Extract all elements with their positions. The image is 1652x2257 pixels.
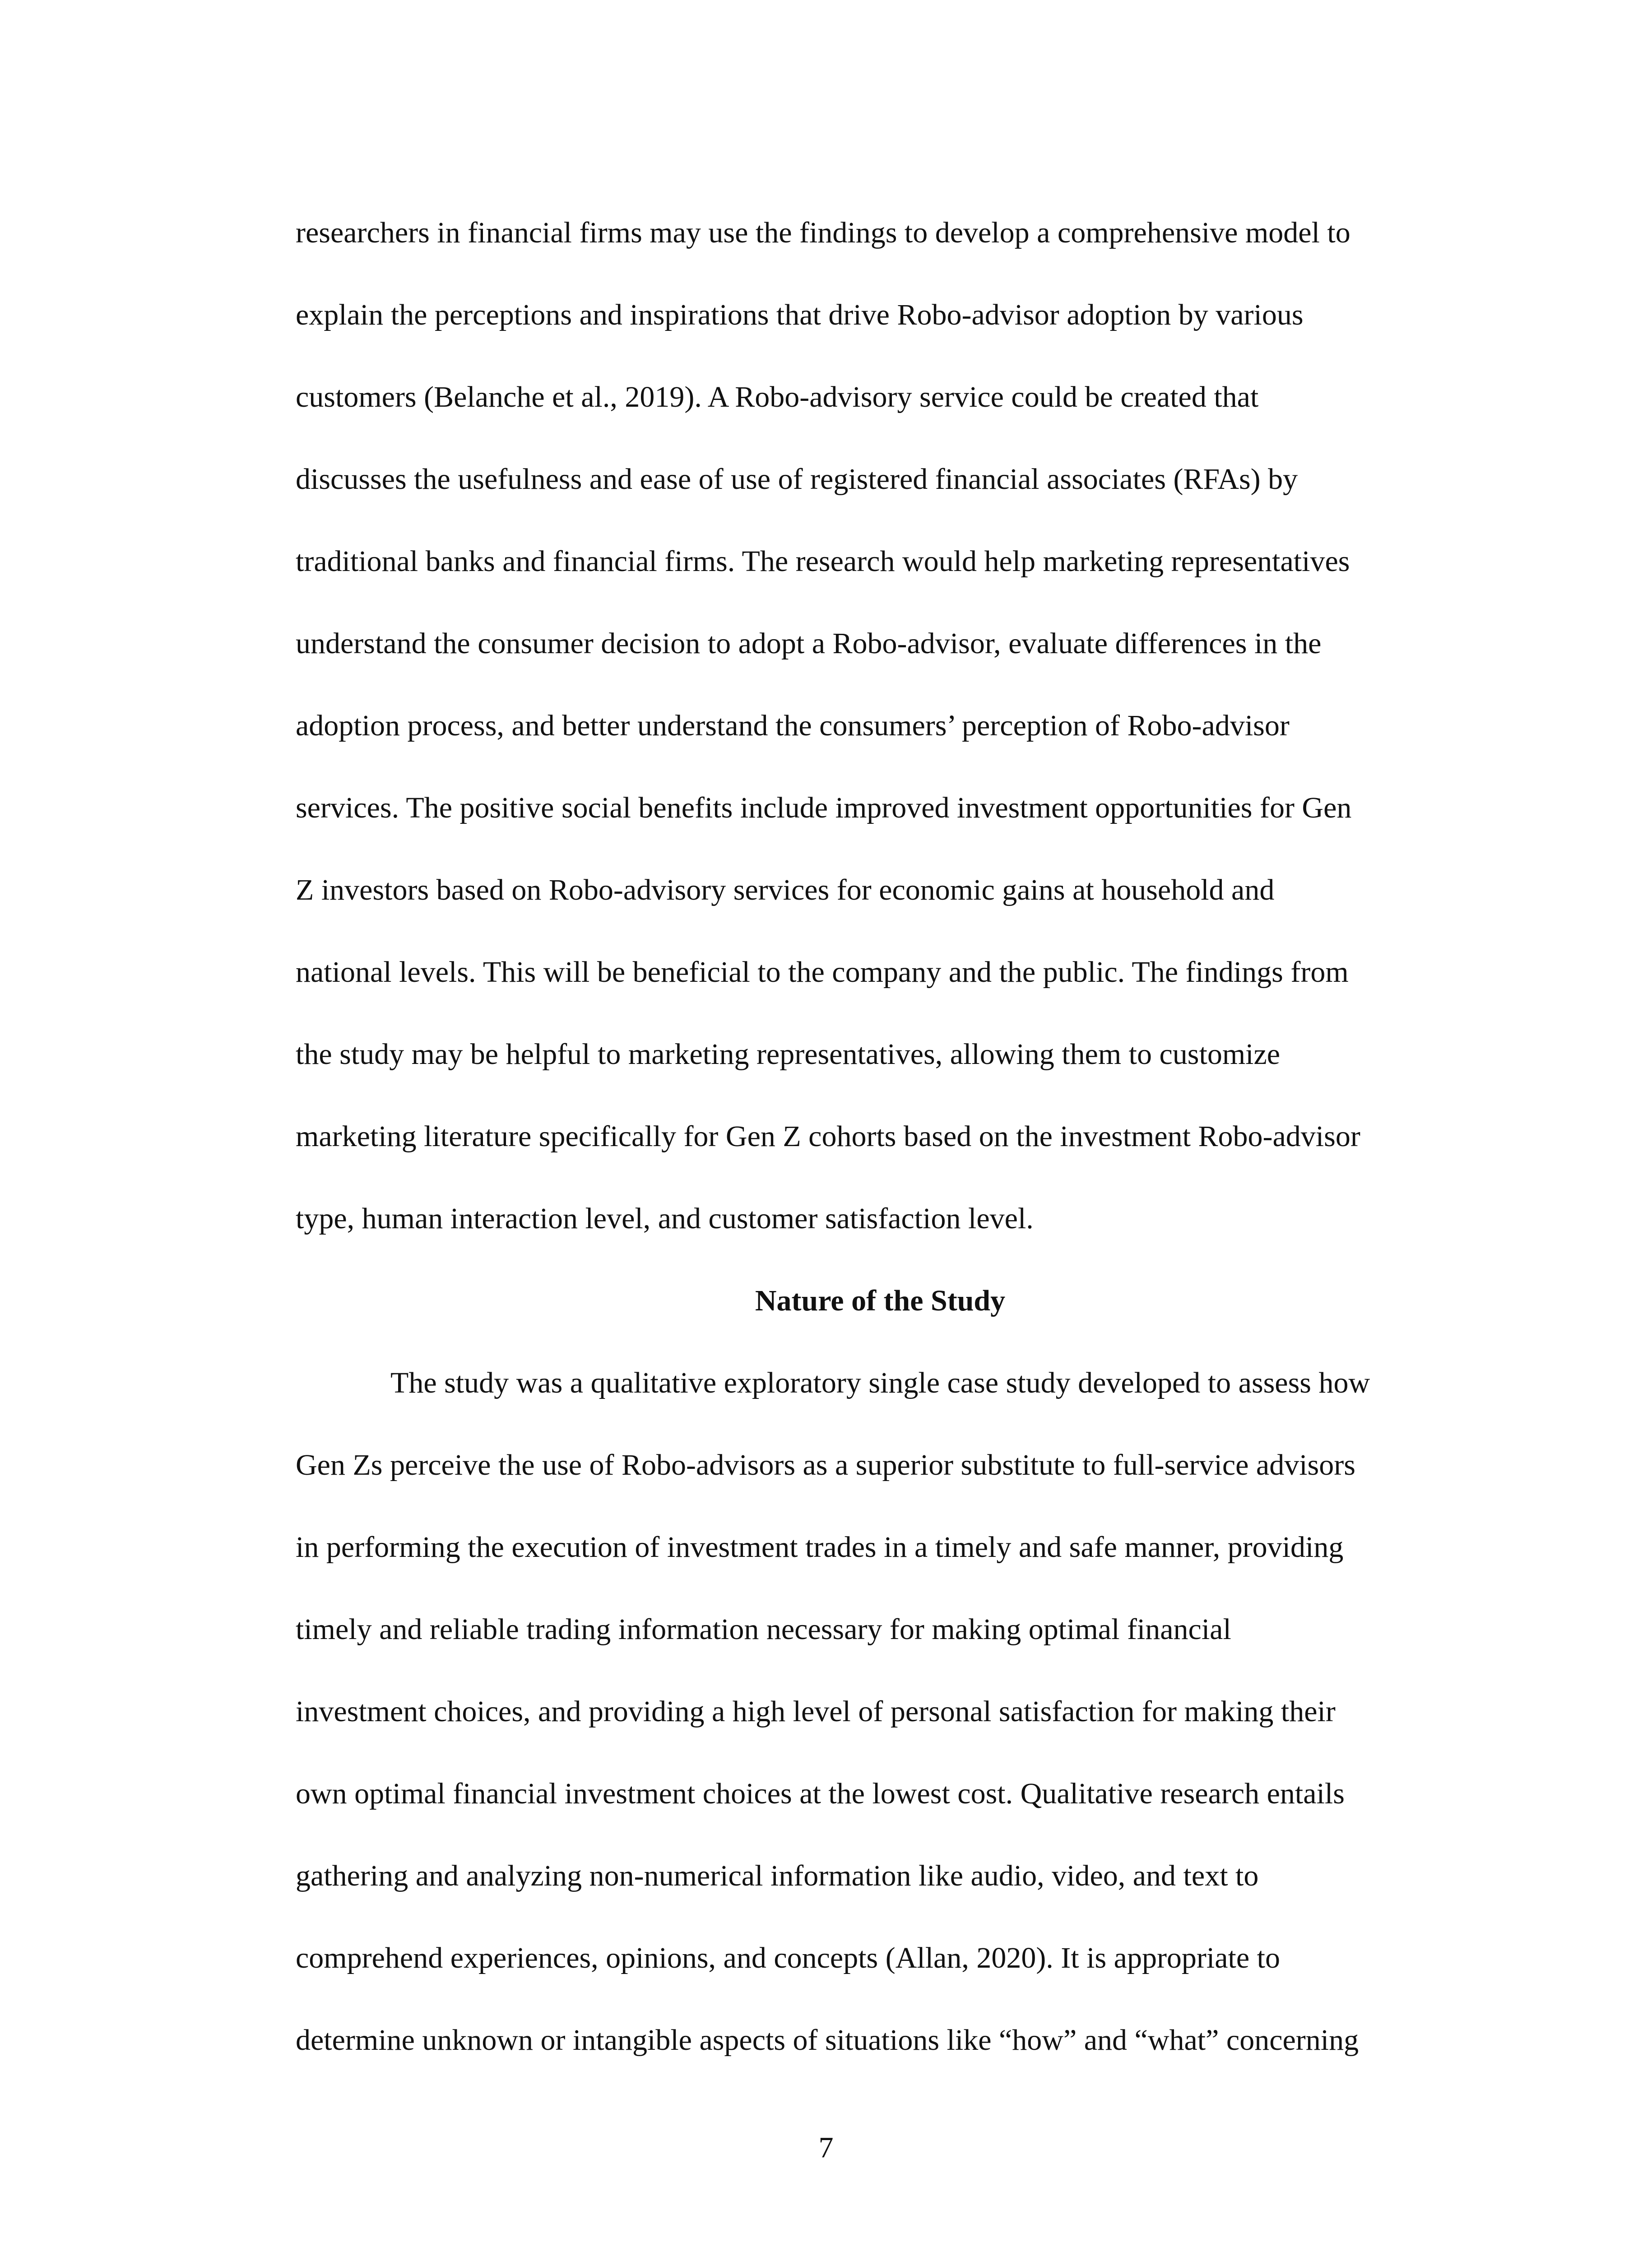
text-line: the study may be helpful to marketing representatives, allowing them to customize [296,1038,1281,1071]
text-line: in performing the execution of investment trades in a timely and safe manner, providing [296,1531,1344,1564]
text-line: national levels. This will be beneficial to the company and the public. The findings from [296,956,1349,989]
text-line: comprehend experiences, opinions, and concepts (Allan, 2020). It is appropriate to [296,1941,1280,1974]
text-line: own optimal financial investment choices at the lowest cost. Qualitative research entails [296,1777,1345,1810]
text-line: adoption process, and better understand the consumers’ perception of Robo-advisor [296,709,1290,742]
text-line: discusses the usefulness and ease of use of registered financial associates (RFAs) by [296,463,1298,496]
text-line: traditional banks and financial firms. The research would help marketing representatives [296,545,1350,578]
text-line: understand the consumer decision to adopt a Robo-advisor, evaluate differences in the [296,627,1322,660]
page-number: 7 [818,2131,834,2164]
text-line: explain the perceptions and inspirations that drive Robo-advisor adoption by various [296,298,1304,331]
text-line: gathering and analyzing non-numerical information like audio, video, and text to [296,1859,1259,1892]
text-line: investment choices, and providing a high level of personal satisfaction for making their [296,1695,1336,1728]
text-line: Gen Zs perceive the use of Robo-advisors as a superior substitute to full-service advisors [296,1449,1355,1481]
text-line: The study was a qualitative exploratory single case study developed to assess how [390,1366,1370,1399]
text-line: marketing literature specifically for Gen Z cohorts based on the investment Robo-advisor [296,1120,1360,1153]
text-line: researchers in financial firms may use the findings to develop a comprehensive model to [296,216,1350,249]
text-line: timely and reliable trading information necessary for making optimal financial [296,1613,1231,1646]
section-heading: Nature of the Study [755,1284,1006,1317]
text-line: customers (Belanche et al., 2019). A Robo-advisory service could be created that [296,381,1259,413]
text-line: Z investors based on Robo-advisory services for economic gains at household and [296,873,1275,906]
text-line: determine unknown or intangible aspects of situations like “how” and “what” concerning [296,2024,1359,2057]
text-line: services. The positive social benefits include improved investment opportunities for Gen [296,791,1352,824]
text-line: type, human interaction level, and customer satisfaction level. [296,1202,1034,1235]
